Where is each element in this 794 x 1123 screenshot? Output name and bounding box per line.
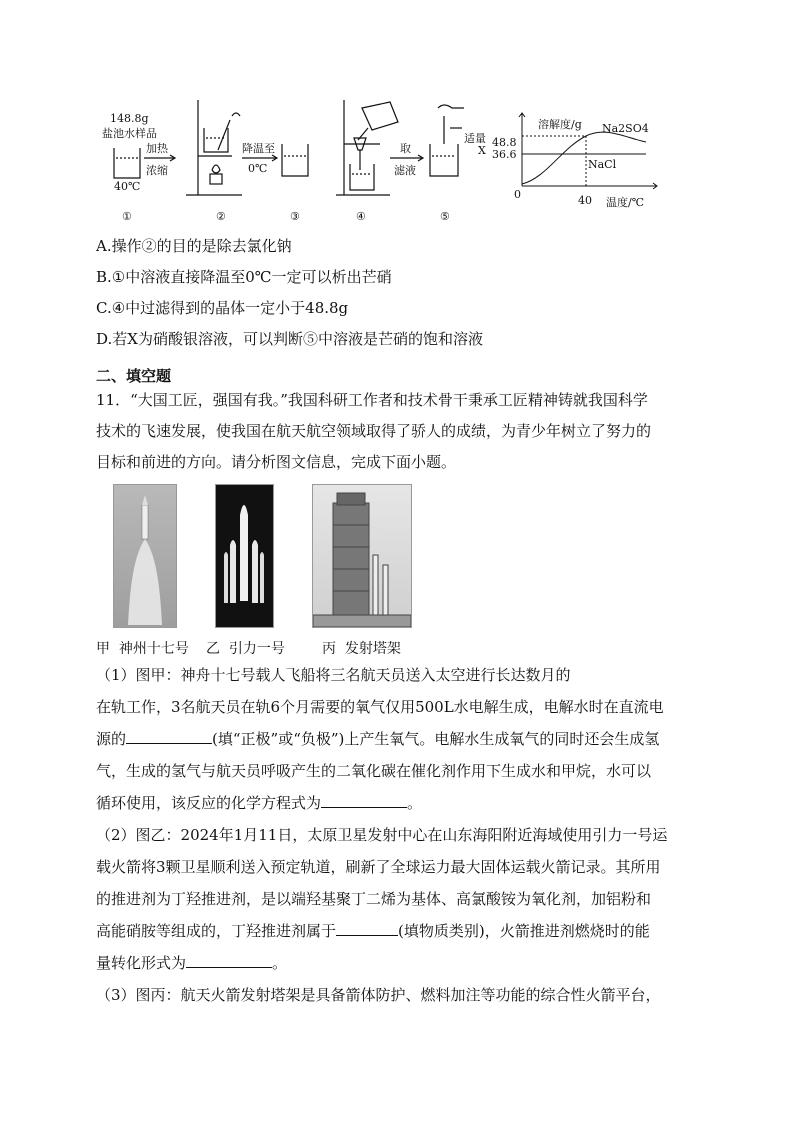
tower-image bbox=[313, 485, 411, 627]
ytick-36: 36.6 bbox=[492, 148, 517, 161]
p2-line5 bbox=[96, 953, 287, 973]
section-title: 二、填空题 bbox=[96, 367, 172, 385]
sample-mass: 148.8g bbox=[110, 112, 149, 125]
option-c: C.④中过滤得到的晶体一定小于48.8g bbox=[96, 299, 349, 317]
arrow2-top: 降温至 bbox=[242, 142, 275, 155]
p1-line5-b: 。 bbox=[407, 794, 423, 812]
p2-line4-b: (填物质类别)，火箭推进剂燃烧时的能 bbox=[398, 922, 650, 940]
p1-line3-b: (填“正极”或“负极”)上产生氧气。电解水生成氧气的同时还会生成氢 bbox=[212, 730, 660, 748]
p1-line5-a: 循环使用，该反应的化学方程式为 bbox=[96, 794, 322, 812]
caption-jia: 甲 神州十七号 bbox=[96, 641, 189, 657]
option-b: B.①中溶液直接降温至0℃一定可以析出芒硝 bbox=[96, 268, 392, 286]
sample-name: 盐池水样品 bbox=[102, 127, 157, 140]
p2-line4 bbox=[96, 921, 650, 941]
p1-line3-a: 源的 bbox=[96, 730, 127, 748]
caption-yi: 乙 引力一号 bbox=[206, 641, 285, 657]
answer-blank-energy[interactable] bbox=[186, 953, 272, 968]
solubility-chart bbox=[492, 108, 666, 209]
answer-blank-category[interactable] bbox=[336, 921, 398, 936]
reagent-top: 适量 bbox=[464, 132, 486, 145]
ytick-48: 48.8 bbox=[492, 136, 517, 149]
step-2: ② bbox=[216, 210, 226, 223]
photo-launch-tower bbox=[312, 484, 412, 628]
arrow1-bottom: 浓缩 bbox=[146, 164, 168, 177]
p2-line2: 载火箭将3颗卫星顺利送入预定轨道，刷新了全球运力最大固体运载火箭记录。其所用 bbox=[96, 858, 661, 876]
step-3: ③ bbox=[290, 210, 300, 223]
temp-label: 40℃ bbox=[114, 180, 141, 193]
p1-line3 bbox=[96, 729, 659, 749]
na2so4-curve bbox=[522, 132, 646, 184]
arrow3-bottom: 滤液 bbox=[394, 164, 416, 177]
origin: 0 bbox=[514, 188, 521, 201]
xlabel: 温度/℃ bbox=[606, 196, 645, 209]
answer-blank-equation[interactable] bbox=[321, 793, 407, 808]
p3-line1: （3）图丙：航天火箭发射塔架是具备箭体防护、燃料加注等功能的综合性火箭平台， bbox=[96, 986, 661, 1004]
q11-line3: 目标和前进的方向。请分析图文信息，完成下面小题。 bbox=[96, 453, 457, 471]
step-5: ⑤ bbox=[440, 210, 450, 223]
p2-line5-b: 。 bbox=[272, 954, 288, 972]
arrow2-bottom: 0℃ bbox=[248, 162, 268, 175]
q11-line1: 11．“大国工匠，强国有我。”我国科研工作者和技术骨干秉承工匠精神铸就我国科学 bbox=[96, 391, 648, 409]
photo-yinli1 bbox=[215, 484, 274, 628]
p1-line1: （1）图甲：神舟十七号载人飞船将三名航天员送入太空进行长达数月的 bbox=[96, 666, 571, 684]
arrow3-top: 取 bbox=[400, 142, 411, 155]
arrow1-top: 加热 bbox=[146, 142, 168, 155]
p2-line1: （2）图乙：2024年1月11日，太原卫星发射中心在山东海阳附近海域使用引力一号运 bbox=[96, 826, 668, 844]
option-a: A.操作②的目的是除去氯化钠 bbox=[96, 237, 292, 255]
p1-line4: 气，生成的氢气与航天员呼吸产生的二氧化碳在催化剂作用下生成水和甲烷，水可以 bbox=[96, 762, 652, 780]
p2-line3: 的推进剂为丁羟推进剂，是以端羟基聚丁二烯为基体、高氯酸铵为氧化剂，加铝粉和 bbox=[96, 890, 652, 908]
p2-line4-a: 高能硝胺等组成的，丁羟推进剂属于 bbox=[96, 922, 337, 940]
p1-line5 bbox=[96, 793, 422, 813]
step-1: ① bbox=[122, 210, 132, 223]
p2-line5-a: 量转化形式为 bbox=[96, 954, 187, 972]
series-na2so4: Na2SO4 bbox=[602, 122, 649, 135]
option-d: D.若X为硝酸银溶液，可以判断⑤中溶液是芒硝的饱和溶液 bbox=[96, 330, 483, 348]
series-nacl: NaCl bbox=[588, 158, 617, 171]
photo-shenzhou17 bbox=[113, 484, 177, 628]
rocket-launch-image bbox=[114, 485, 176, 627]
q11-line2: 技术的飞速发展，使我国在航天航空领域取得了骄人的成绩，为青少年树立了努力的 bbox=[96, 422, 652, 440]
answer-blank-electrode[interactable] bbox=[126, 729, 212, 744]
xtick-40: 40 bbox=[578, 194, 592, 207]
p1-line2: 在轨工作，3名航天员在轨6个月需要的氧气仅用500L水电解生成，电解水时在直流电 bbox=[96, 698, 664, 716]
ylabel: 溶解度/g bbox=[538, 118, 582, 131]
reagent-bottom: X bbox=[478, 144, 486, 157]
rocket-image bbox=[216, 485, 273, 627]
step-4: ④ bbox=[356, 210, 366, 223]
caption-bing: 丙 发射塔架 bbox=[322, 641, 401, 657]
